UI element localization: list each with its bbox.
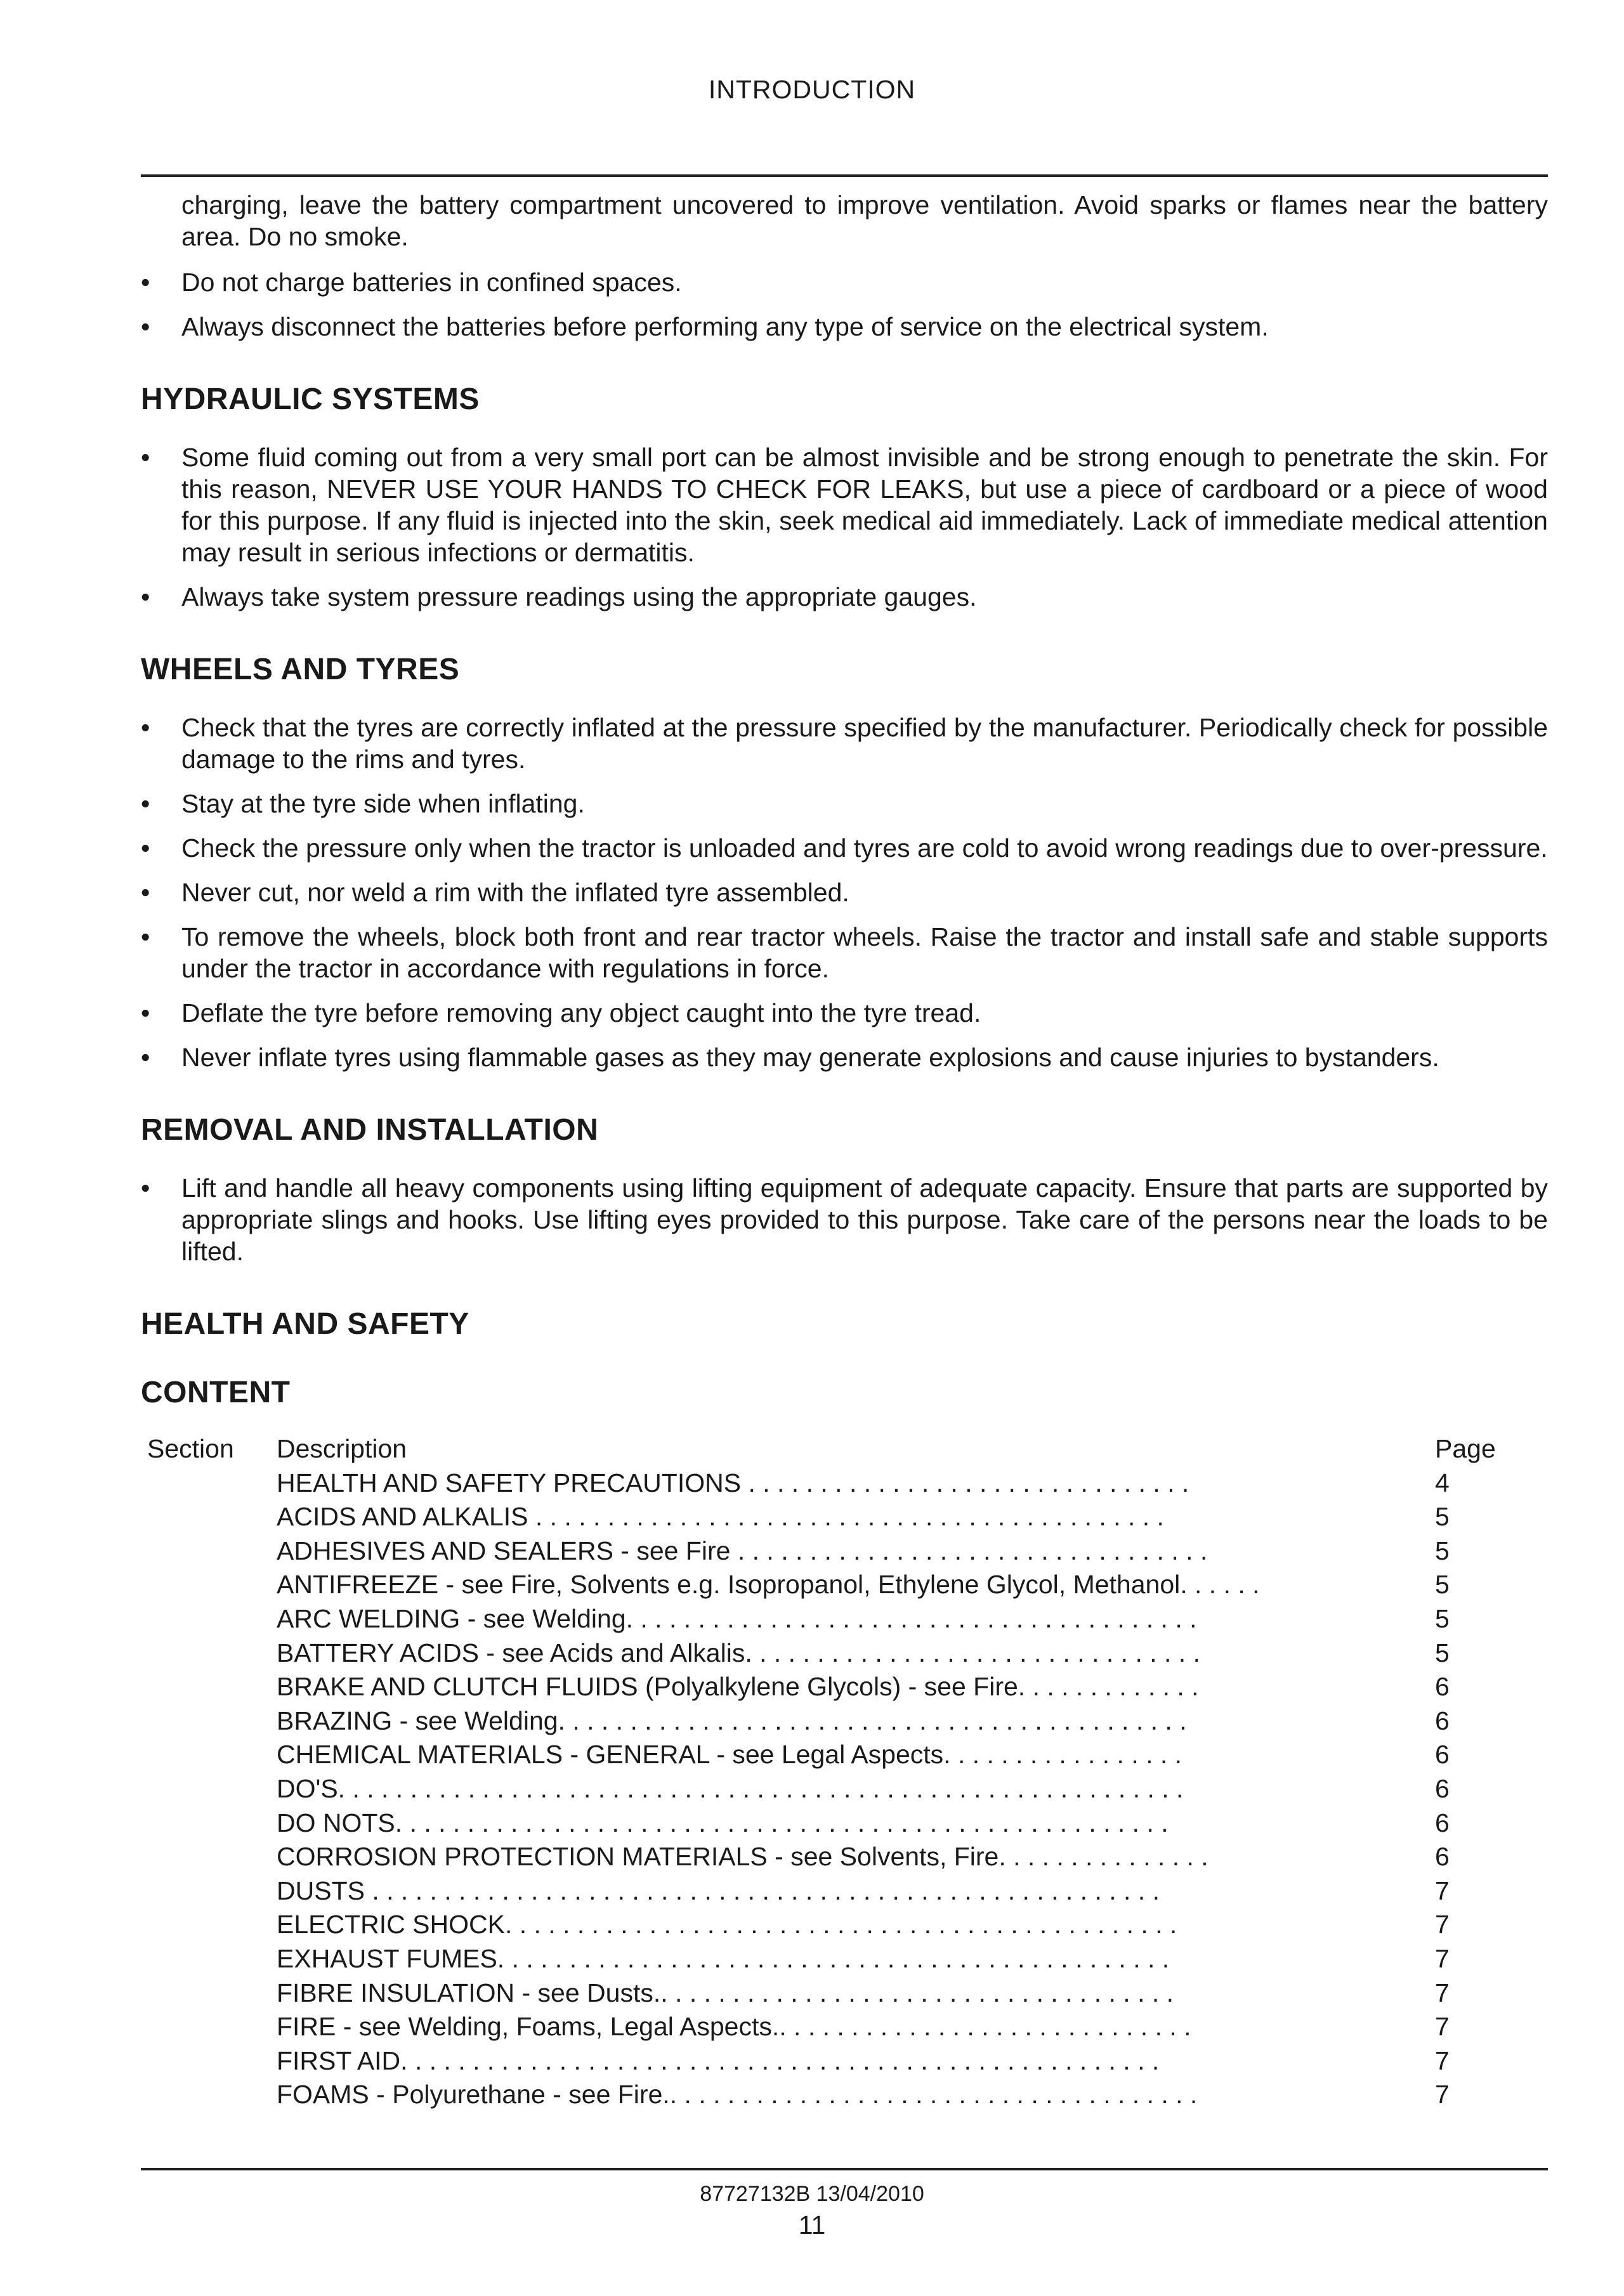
footer-doc-code: 87727132B 13/04/2010 <box>700 2182 924 2206</box>
list-item: • Always disconnect the batteries before performing any type of service on the electrical system. <box>141 312 1269 341</box>
toc-description: CHEMICAL MATERIALS - GENERAL - see Legal Aspects. . . . . . . . . . . . . . . . . <box>277 1740 1182 1770</box>
toc-row <box>141 1636 1548 1671</box>
bullet-icon: • <box>141 789 150 818</box>
toc-page: 5 <box>1435 1502 1450 1532</box>
toc-row <box>141 1908 1548 1942</box>
list-item: • Never cut, nor weld a rim with the inflated tyre assembled. <box>141 878 849 907</box>
toc-description: DO'S. . . . . . . . . . . . . . . . . . . . . . . . . . . . . . . . . . . . . . . . . . . . . . . . . . . . . . . . . . . <box>277 1773 1184 1803</box>
toc-header-row <box>141 1432 1548 1466</box>
toc-description: ACIDS AND ALKALIS . . . . . . . . . . . . . . . . . . . . . . . . . . . . . . . . . . . . . . . . . . . . <box>277 1502 1164 1532</box>
bullet-icon: • <box>141 833 150 863</box>
toc-page: 7 <box>1435 2045 1450 2075</box>
bullet-icon: • <box>141 268 150 297</box>
toc-row <box>141 1466 1548 1501</box>
toc-row <box>141 1568 1548 1602</box>
bullet-icon: • <box>141 1173 150 1203</box>
toc-description: FIBRE INSULATION - see Dusts.. . . . . . . . . . . . . . . . . . . . . . . . . . . . . . . . . . . . <box>277 1978 1174 2007</box>
toc-page: 6 <box>1435 1808 1450 1837</box>
section-heading-hydraulic: HYDRAULIC SYSTEMS <box>141 382 480 416</box>
toc-description: CORROSION PROTECTION MATERIALS - see Solvents, Fire. . . . . . . . . . . . . . . <box>277 1842 1208 1872</box>
toc-description: DUSTS . . . . . . . . . . . . . . . . . . . . . . . . . . . . . . . . . . . . . . . . . . . . . . . . . . . . . . . <box>277 1875 1160 1905</box>
toc-row <box>141 2078 1548 2112</box>
bullet-icon: • <box>141 922 150 951</box>
list-item: • To remove the wheels, block both front and rear tractor wheels. Raise the tractor and install safe and stable supports under the tractor in accordance with regulations in force. <box>141 922 1548 983</box>
list-item: • Some fluid coming out from a very small port can be almost invisible and be strong enough to penetrate the skin. For this reason, NEVER USE YOUR HANDS TO CHECK FOR LEAKS, but use a piece of cardboard or a piece of wood for this purpose. If any fluid is injected into the skin, seek medical aid immediately. Lack of immediate medical attention may result in serious infections or dermatitis. <box>141 443 1548 567</box>
toc-row <box>141 1670 1548 1704</box>
toc-page: 7 <box>1435 1943 1450 1973</box>
toc-page: 5 <box>1435 1570 1450 1600</box>
bullet-icon: • <box>141 998 150 1027</box>
bullet-icon: • <box>141 878 150 907</box>
toc-row <box>141 1534 1548 1569</box>
toc-page: 4 <box>1435 1468 1450 1497</box>
toc-row <box>141 1738 1548 1772</box>
section-heading-content: CONTENT <box>141 1376 291 1409</box>
toc-description: BRAKE AND CLUTCH FLUIDS (Polyalkylene Glycols) - see Fire. . . . . . . . . . . . . <box>277 1672 1199 1702</box>
toc-header-description: Description <box>277 1434 407 1463</box>
toc-page: 6 <box>1435 1706 1450 1735</box>
toc-row <box>141 2010 1548 2044</box>
toc-description: EXHAUST FUMES. . . . . . . . . . . . . . . . . . . . . . . . . . . . . . . . . . . . . . . . . . . . . . . <box>277 1943 1170 1973</box>
toc-row <box>141 1704 1548 1738</box>
section-heading-wheels: WHEELS AND TYRES <box>141 653 460 686</box>
bullet-icon: • <box>141 1043 150 1072</box>
toc-row <box>141 1840 1548 1874</box>
toc-page: 5 <box>1435 1603 1450 1633</box>
toc-row <box>141 1942 1548 1976</box>
list-item: • Check that the tyres are correctly inflated at the pressure specified by the manufacturer. Periodically check for possible damage to the rims and tyres. <box>141 713 1548 774</box>
toc-page: 5 <box>1435 1638 1450 1667</box>
toc-row <box>141 1500 1548 1534</box>
page-header-title: INTRODUCTION <box>708 75 916 104</box>
page-content <box>141 189 1548 2112</box>
toc-row <box>141 1806 1548 1841</box>
list-item: • Never inflate tyres using flammable gases as they may generate explosions and cause injuries to bystanders. <box>141 1043 1439 1072</box>
toc-page: 6 <box>1435 1672 1450 1702</box>
section-heading-removal: REMOVAL AND INSTALLATION <box>141 1113 599 1147</box>
toc-row <box>141 1602 1548 1636</box>
toc-row <box>141 2044 1548 2078</box>
toc-page: 7 <box>1435 1910 1450 1940</box>
toc-page: 7 <box>1435 2080 1450 2110</box>
toc-page: 5 <box>1435 1536 1450 1565</box>
toc-page: 6 <box>1435 1842 1450 1872</box>
toc-description: FIRST AID. . . . . . . . . . . . . . . . . . . . . . . . . . . . . . . . . . . . . . . . . . . . . . . . . . . . . <box>277 2045 1160 2075</box>
toc-description: FIRE - see Welding, Foams, Legal Aspects.. . . . . . . . . . . . . . . . . . . . . . . . . . . . . <box>277 2012 1191 2042</box>
toc-page: 6 <box>1435 1773 1450 1803</box>
toc-page: 7 <box>1435 1875 1450 1905</box>
bullet-icon: • <box>141 713 150 742</box>
footer-page-number: 11 <box>798 2210 826 2240</box>
bullet-icon: • <box>141 582 150 611</box>
bullet-icon: • <box>141 443 150 472</box>
list-item: • Deflate the tyre before removing any object caught into the tyre tread. <box>141 998 981 1027</box>
bullet-icon: • <box>141 312 150 341</box>
toc-table <box>141 1432 1548 2112</box>
list-item: • Lift and handle all heavy components using lifting equipment of adequate capacity. Ensure that parts are supported by appropriate slings and hooks. Use lifting eyes provided to this purpose. Take care of the persons near the loads to be lifted. <box>141 1173 1548 1266</box>
toc-description: DO NOTS. . . . . . . . . . . . . . . . . . . . . . . . . . . . . . . . . . . . . . . . . . . . . . . . . . . . . . <box>277 1808 1169 1837</box>
toc-description: ADHESIVES AND SEALERS - see Fire . . . . . . . . . . . . . . . . . . . . . . . . . . . . . . . . . <box>277 1536 1208 1565</box>
toc-description: ANTIFREEZE - see Fire, Solvents e.g. Isopropanol, Ethylene Glycol, Methanol. . . . . . <box>277 1570 1260 1600</box>
toc-description: FOAMS - Polyurethane - see Fire.. . . . . . . . . . . . . . . . . . . . . . . . . . . . . . . . . . . . . <box>277 2080 1198 2110</box>
toc-header-page: Page <box>1435 1434 1496 1463</box>
toc-page: 6 <box>1435 1740 1450 1770</box>
toc-description: ARC WELDING - see Welding. . . . . . . . . . . . . . . . . . . . . . . . . . . . . . . . . . . . . . . . <box>277 1603 1197 1633</box>
list-item: • Do not charge batteries in confined spaces. <box>141 268 682 297</box>
footer-rule <box>141 2168 1548 2170</box>
toc-row <box>141 1772 1548 1806</box>
toc-description: HEALTH AND SAFETY PRECAUTIONS . . . . . . . . . . . . . . . . . . . . . . . . . . . . . . . <box>277 1468 1189 1497</box>
toc-page: 7 <box>1435 2012 1450 2042</box>
list-item: • Always take system pressure readings using the appropriate gauges. <box>141 582 977 611</box>
list-item: • Stay at the tyre side when inflating. <box>141 789 585 818</box>
toc-rows <box>141 1466 1548 2112</box>
section-heading-health: HEALTH AND SAFETY <box>141 1307 469 1341</box>
toc-row <box>141 1874 1548 1908</box>
toc-header-section: Section <box>147 1434 234 1463</box>
list-item: • Check the pressure only when the tractor is unloaded and tyres are cold to avoid wrong readings due to over-pressure. <box>141 833 1548 863</box>
toc-description: ELECTRIC SHOCK. . . . . . . . . . . . . . . . . . . . . . . . . . . . . . . . . . . . . . . . . . . . . . . <box>277 1910 1177 1940</box>
toc-row <box>141 1976 1548 2011</box>
toc-description: BATTERY ACIDS - see Acids and Alkalis. . . . . . . . . . . . . . . . . . . . . . . . . . . . . . . . <box>277 1638 1200 1667</box>
header-rule <box>141 174 1548 177</box>
toc-page: 7 <box>1435 1978 1450 2007</box>
toc-description: BRAZING - see Welding. . . . . . . . . . . . . . . . . . . . . . . . . . . . . . . . . . . . . . . . . . . . <box>277 1706 1187 1735</box>
intro-continuation: charging, leave the battery compartment uncovered to improve ventilation. Avoid sparks or flames near the battery area. Do no smoke. <box>181 190 1548 251</box>
